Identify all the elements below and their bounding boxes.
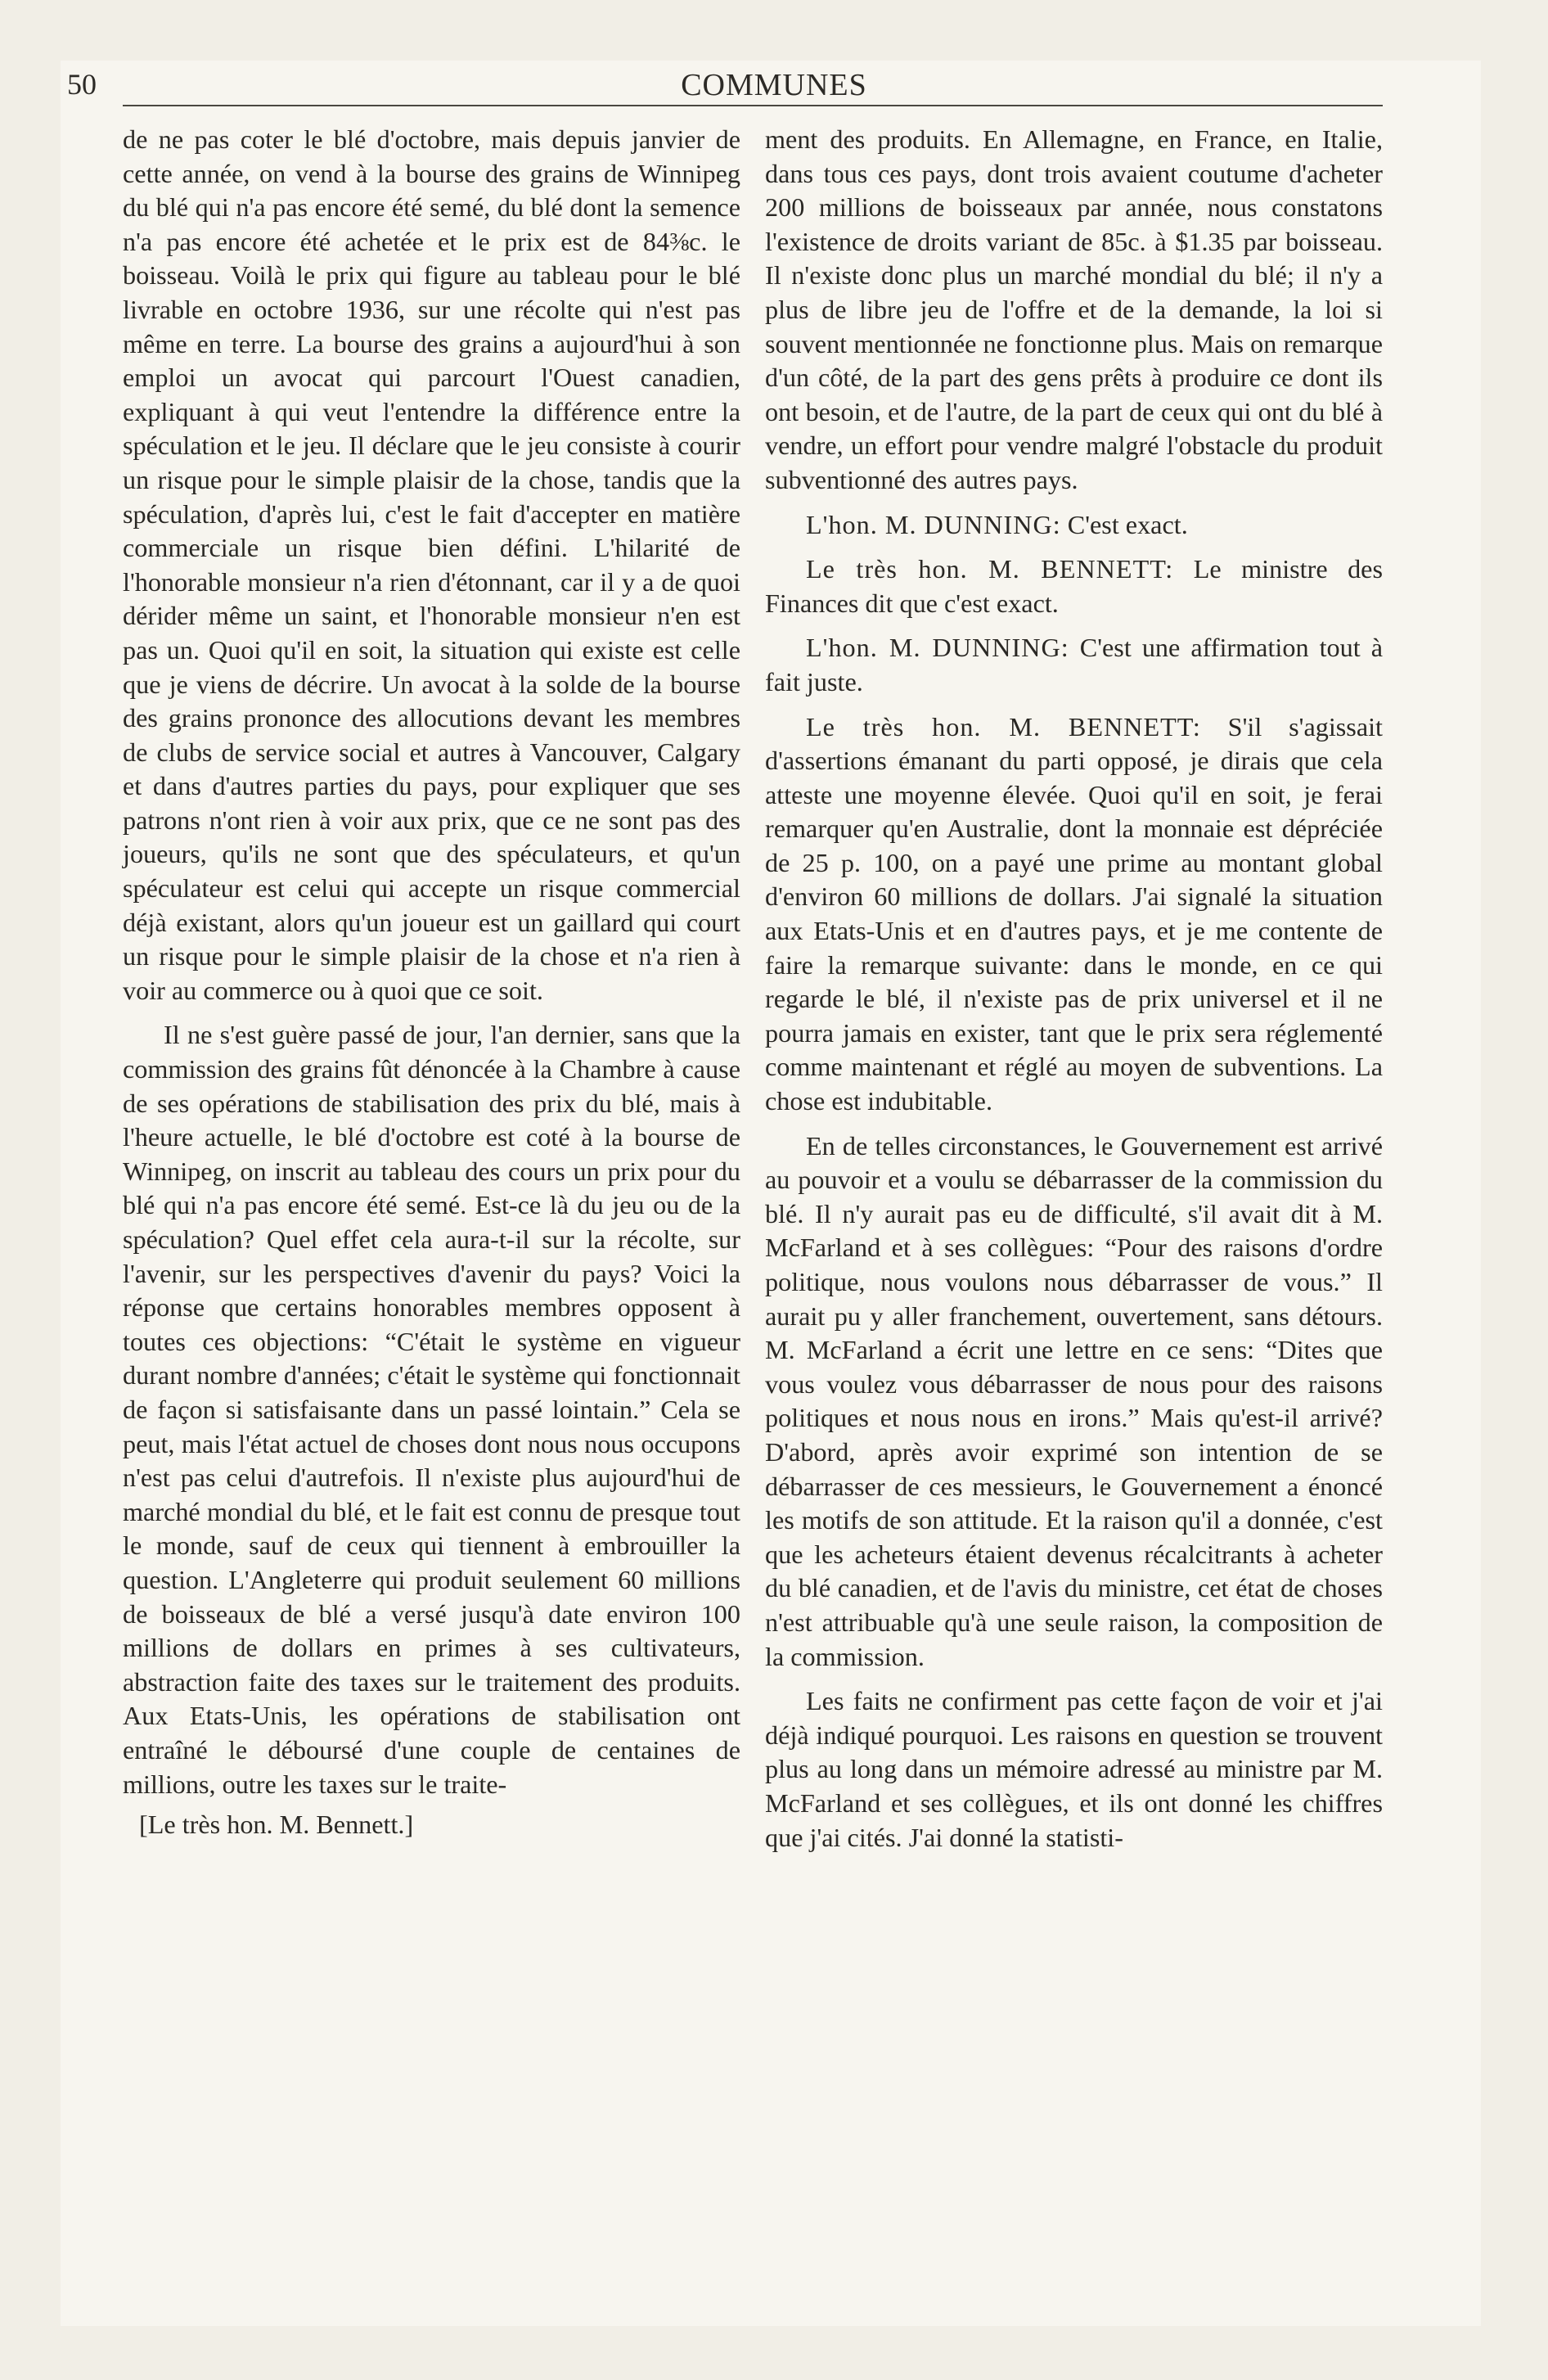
speech-text: C'est une affirmation tout à fait juste. (765, 633, 1384, 696)
speech-bennett-2 (765, 710, 1383, 1119)
speech-bennett-1 (765, 552, 1383, 620)
left-column (123, 123, 740, 1842)
speaker-attribution: [Le très hon. M. Bennett.] (139, 1810, 414, 1840)
speech-text: C'est exact. (1067, 509, 1188, 539)
paragraph: En de telles circonstances, le Gouvernement est arrivé au pouvoir et a voulu se débarrasser de la commission du blé. Il n'y aurait pas eu de difficulté, s'il avait dit à M. McFarland et à ses collègues: “Pour des raisons d'ordre politique, nous voulons nous débarrasser de vous.” Il aurait pu y aller franchement, ouvertement, sans détours. M. McFarland a écrit une lettre en ce sens: “Dites que vous voulez vous débarrasser de nous pour des raisons politiques et nous nous en irons.” Mais qu'est-il arrivé? D'abord, après avoir exprimé son intention de se débarrasser de ces messieurs, le Gouvernement a énoncé les motifs de son attitude. Et la raison qu'il a donnée, c'est que les acheteurs étaient devenus récalcitrants à acheter du blé canadien, et de l'avis du ministre, cet état de choses n'est attribuable qu'à une seule raison, la composition de la commission. (765, 1130, 1383, 1671)
page-number: 50 (67, 68, 97, 101)
speaker-name: Le très hon. M. BENNETT: (806, 554, 1174, 584)
speech-text: Le ministre des Finances dit que c'est exact. (765, 554, 1383, 618)
paragraph: Les faits ne confirment pas cette façon de voir et j'ai déjà indiqué pourquoi. Les raisons en question se trouvent plus au long dans un mémoire adressé au ministre par M. McFarland et ses collègues, et ils ont donné les chiffres que j'ai cités. J'ai donné la statisti- (765, 1686, 1383, 1852)
speech-dunning-1 (765, 508, 1383, 543)
speaker-name: Le très hon. M. BENNETT: (806, 711, 1201, 741)
speech-dunning-2 (765, 631, 1383, 699)
running-head: COMMUNES (681, 68, 867, 102)
speaker-name: L'hon. M. DUNNING: (806, 633, 1069, 663)
right-column (765, 123, 1383, 1855)
header-rule (123, 105, 1383, 106)
paragraph: Il ne s'est guère passé de jour, l'an dernier, sans que la commission des grains fût dénoncée à la Chambre à cause de ses opérations de stabilisation des prix du blé, mais à l'heure actuelle, le blé d'octobre est coté à la bourse de Winnipeg, on inscrit au tableau des cours un prix pour du blé qui n'a pas encore été semé. Est-ce là du jeu ou de la spéculation? Quel effet cela aura-t-il sur la récolte, sur l'avenir, sur les perspectives d'avenir du pays? Voici la réponse que certains honorables membres opposent à toutes ces objections: “C'était le système en vigueur durant nombre d'années; c'était le système qui fonctionnait de façon si satisfaisante dans un passé lointain.” Cela se peut, mais l'état actuel de choses dont nous nous occupons n'est pas celui d'autrefois. Il n'existe plus aujourd'hui de marché mondial du blé, et le fait est connu de presque tout le monde, sauf de ceux qui tiennent à embrouiller la question. L'Angleterre qui produit seulement 60 millions de boisseaux de blé a versé jusqu'à date environ 100 millions de dollars en primes à ses cultivateurs, abstraction faite des taxes sur le traitement des produits. Aux Etats-Unis, les opérations de stabilisation ont entraîné le déboursé d'une couple de centaines de millions, outre les taxes sur le traite- (123, 1020, 740, 1799)
paragraph: de ne pas coter le blé d'octobre, mais depuis janvier de cette année, on vend à la bourse des grains de Winnipeg du blé qui n'a pas encore été semé, du blé dont la semence n'a pas encore été achetée et le prix est de 84⅜c. le boisseau. Voilà le prix qui figure au tableau pour le blé livrable en octobre 1936, sur une récolte qui n'est pas même en terre. La bourse des grains a aujourd'hui à son emploi un avocat qui parcourt l'Ouest canadien, expliquant à qui veut l'entendre la différence entre la spéculation et le jeu. Il déclare que le jeu consiste à courir un risque pour le simple plaisir de la chose, tandis que la spéculation, d'après lui, c'est le fait d'accepter en matière commerciale un risque bien défini. L'hilarité de l'honorable monsieur n'a rien d'étonnant, car il y a de quoi dérider même un saint, et l'honorable monsieur n'en est pas un. Quoi qu'il en soit, la situation qui existe est celle que je viens de décrire. Un avocat à la solde de la bourse des grains prononce des allocutions devant les membres de clubs de service social et autres à Vancouver, Calgary et dans d'autres parties du pays, pour expliquer que ses patrons n'ont rien à voir aux prix, que ce ne sont pas des joueurs, qu'ils ne sont que des spéculateurs, et qu'un spéculateur est celui qui accepte un risque commercial déjà existant, alors qu'un joueur est un gaillard qui court un risque pour le simple plaisir de la chose et n'a rien à voir au commerce ou à quoi que ce soit. (123, 124, 740, 1005)
speaker-name: L'hon. M. DUNNING: (806, 509, 1061, 539)
paragraph: ment des produits. En Allemagne, en France, en Italie, dans tous ces pays, dont trois avaient coutume d'acheter 200 millions de boisseaux par année, nous constatons l'existence de droits variant de 85c. à $1.35 par boisseau. Il n'existe donc plus un marché mondial du blé; il n'y a plus de libre jeu de l'offre et de la demande, la loi si souvent mentionnée ne fonctionne plus. Mais on remarque d'un côté, de la part des gens prêts à produire ce dont ils ont besoin, et de l'autre, de la part de ceux qui ont du blé à vendre, un effort pour vendre malgré l'obstacle du produit subventionné des autres pays. (765, 124, 1383, 494)
speech-text: S'il s'agissait d'assertions émanant du parti opposé, je dirais que cela atteste une moyenne élevée. Quoi qu'il en soit, je ferai remarquer qu'en Australie, dont la monnaie est dépréciée de 25 p. 100, on a payé une prime au montant global d'environ 60 millions de dollars. J'ai signalé la situation aux Etats-Unis et en d'autres pays, et je me contente de faire la remarque suivante: dans le monde, en ce qui regarde le blé, il n'existe pas de prix universel et il ne pourra jamais en exister, tant que le prix sera réglementé comme maintenant et réglé au moyen de subventions. La chose est indubitable. (765, 711, 1383, 1116)
